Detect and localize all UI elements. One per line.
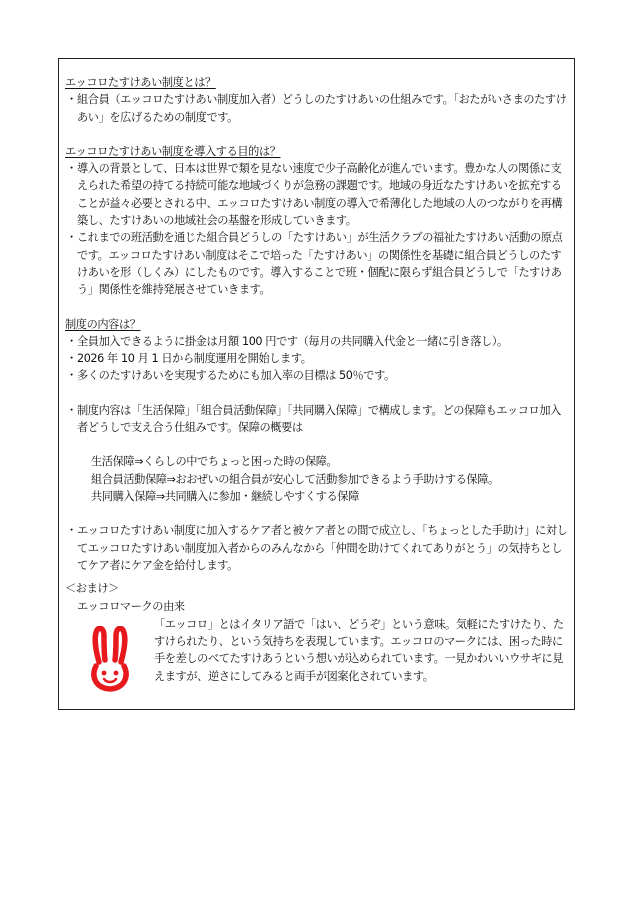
paragraph	[65, 367, 569, 384]
section-heading-content: 制度の内容は？	[65, 317, 141, 331]
section-heading-what: エッコロたすけあい制度とは？	[65, 76, 216, 89]
paragraph-text: 2026 年 10 月 1 日から制度運用を開始します。	[77, 352, 312, 366]
paragraph	[65, 402, 569, 437]
bullet-mark: ・	[66, 231, 77, 245]
paragraph-text: 多くのたすけあいを実現するためにも加入率の目標は 50％です。	[77, 369, 395, 383]
paragraph-text: 全員加入できるように掛金は月額 100 円です（毎月の共同購入代金と一緒に引き落し）。	[77, 334, 508, 348]
paragraph-text: 導入の背景として、日本は世界で類を見ない速度で少子高齢化が進んでいます。豊かな人の関係に支えられた希望の持てる持続可能な地域づくりが急務の課題です。地域の身近なたすけあいを拡充することが益々必要とされる中、エッコロたすけあい制度の導入で希薄化した地域の人のつながりを再構築し、たすけあいの地域社会の基盤を形成していきます。	[77, 162, 563, 228]
guarantee-detail: 生活保障⇒くらしの中でちょっと困った時の保障。	[91, 455, 338, 469]
rabbit-hands-icon	[85, 626, 135, 696]
paragraph-text: これまでの班活動を通じた組合員どうしの「たすけあい」が生活クラブの福祉たすけあい活動の原点です。エッコロたすけあい制度はそこで培った「たすけあい」の関係性を基礎に組合員どうしのたすけあいを形（しくみ）にしたものです。導入することで班・個配に限らず組合員どうしで「たすけあう」関係性を維持発展させていきます。	[77, 231, 563, 297]
bullet-mark: ・	[66, 93, 77, 107]
paragraph	[65, 160, 569, 229]
bullet-mark: ・	[66, 403, 77, 417]
omake-label: ＜おまけ＞	[65, 582, 119, 596]
paragraph	[65, 350, 569, 367]
bullet-mark: ・	[66, 352, 77, 366]
bullet-mark: ・	[66, 334, 77, 348]
bullet-mark: ・	[66, 162, 77, 176]
omake-title: エッコロマークの由来	[77, 600, 185, 614]
mark-description: 「エッコロ」とはイタリア語で「はい、どうぞ」という意味。気軽にたすけたり、たすけられたり、という気持ちを表現しています。エッコロのマークには、困った時に手を差しのべてたすけあうという想いが込められています。一見かわいいウサギに見えますが、逆さにしてみると両手が図案化されています。	[154, 617, 564, 683]
paragraph-text: エッコロたすけあい制度に加入するケア者と被ケア者との間で成立し、「ちょっとした手助け」に対してエッコロたすけあい制度加入者からのみんなから「仲間を助けてくれてありがとう」の気持ちとしてケア者にケア金を給付します。	[77, 524, 568, 572]
paragraph	[65, 91, 569, 126]
section-heading-purpose: エッコロたすけあい制度を導入する目的は？	[65, 144, 281, 158]
paragraph-text: 制度内容は「生活保障」「組合員活動保障」「共同購入保障」で構成します。どの保障もエッコロ加入者どうしで支え合う仕組みです。保障の概要は	[77, 403, 561, 435]
bullet-mark: ・	[66, 524, 77, 538]
bullet-mark: ・	[66, 369, 77, 383]
mark-row	[65, 616, 569, 685]
paragraph	[65, 229, 569, 298]
paragraph	[65, 522, 569, 574]
document-content	[65, 74, 569, 685]
paragraph	[65, 333, 569, 350]
guarantee-detail: 組合員活動保障⇒おおぜいの組合員が安心して活動参加できるよう手助けする保障。	[91, 472, 499, 486]
document-frame	[58, 58, 575, 710]
paragraph-text: 組合員（エッコロたすけあい制度加入者）どうしのたすけあいの仕組みです。「おたがいさまのたすけあい」を広げるための制度です。	[77, 93, 567, 124]
guarantee-detail: 共同購入保障⇒共同購入に参加・継続しやすくする保障	[91, 489, 359, 503]
